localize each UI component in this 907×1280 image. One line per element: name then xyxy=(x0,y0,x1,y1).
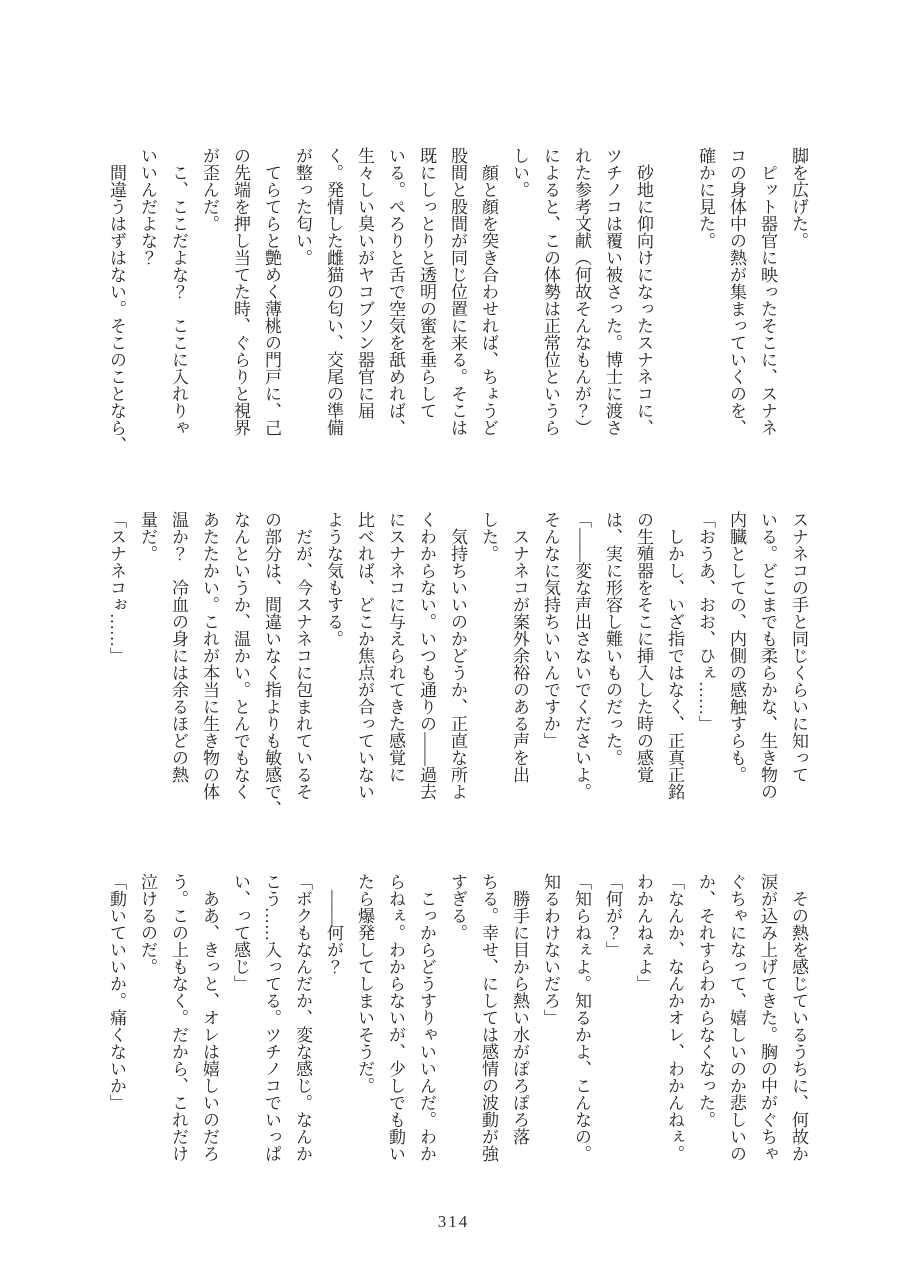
text-column: 「動いていいか。痛くないか」 xyxy=(107,873,126,1111)
text-column: い、って感じ」 xyxy=(231,873,250,992)
text-column: だが、今スナネコに包まれているそ xyxy=(293,511,312,800)
text-column: 泣けるのだ。 xyxy=(138,873,157,975)
text-column: 既にしっとりと透明の蜜を垂らして xyxy=(417,147,436,419)
text-column: その熱を感じているうちに、何故か xyxy=(789,873,808,1162)
text-column: いいんだよな？ xyxy=(138,147,157,266)
text-column xyxy=(659,147,690,469)
text-column: 間違うはずはない。そこのことなら、 xyxy=(107,147,126,453)
text-column: こ、ここだよな？ ここに入れりゃ xyxy=(169,147,188,436)
text-column: した。 xyxy=(479,511,498,562)
text-column: ――何が？ xyxy=(324,873,343,975)
text-column: 顔と顔を突き合わせれば、ちょうど xyxy=(479,147,498,436)
text-column: 生々しい臭いがヤコブソン器官に届 xyxy=(355,147,374,419)
text-column: が歪んだ。 xyxy=(200,147,219,232)
text-column: いる。ぺろりと舌で空気を舐めれば、 xyxy=(386,147,405,436)
text-column: すぎる。 xyxy=(448,873,467,941)
text-column: によると、この体勢は正常位というら xyxy=(541,147,560,436)
text-column: の先端を押し当てた時、ぐらりと視界 xyxy=(231,147,250,436)
text-column: らねぇ。わからないが、少しでも動い xyxy=(386,873,405,1162)
text-column: こう……入ってる。ツチノコでいっぱ xyxy=(262,873,281,1162)
text-column: く。発情した雌猫の匂い、交尾の準備 xyxy=(324,147,343,436)
text-column: コの身体中の熱が集まっていくのを、 xyxy=(727,147,746,436)
text-column: 量だ。 xyxy=(138,511,157,562)
text-column: 確かに見た。 xyxy=(696,147,715,249)
text-column: にスナネコに与えられてきた感覚に xyxy=(386,511,405,783)
text-column: 内臓としての、内側の感触すらも。 xyxy=(727,511,746,783)
text-column: 「スナネコぉ……」 xyxy=(107,511,126,664)
text-column: 比べれば、どこか焦点が合っていない xyxy=(355,511,374,800)
text-column: ああ、きっと、オレは嬉しいのだろ xyxy=(200,873,219,1162)
text-column: スナネコが案外余裕のある声を出 xyxy=(510,511,529,783)
text-column: 温か？ 冷血の身には余るほどの熱 xyxy=(169,511,188,783)
text-column: 勝手に目から熱い水がぽろぽろ落 xyxy=(510,873,529,1145)
text-column: いる。どこまでも柔らかな、生き物の xyxy=(758,511,777,800)
text-column: 「何が？」 xyxy=(603,873,622,958)
text-column: ような気もする。 xyxy=(324,511,343,647)
text-section-middle xyxy=(101,511,814,833)
text-column: う。この上もなく。だから、これだけ xyxy=(169,873,188,1162)
text-column: 「――変な声出さないでくださいよ。 xyxy=(572,511,591,800)
text-column: 「なんか、なんかオレ、わかんねぇ。 xyxy=(665,873,684,1162)
text-column: の生殖器をそこに挿入した時の感覚 xyxy=(634,511,653,783)
text-column: 股間と股間が同じ位置に来る。そこは xyxy=(448,147,467,436)
text-column: 「知らねぇよ。知るかよ、こんなの。 xyxy=(572,873,591,1162)
text-column: ちる。幸せ、にしては感情の波動が強 xyxy=(479,873,498,1162)
text-column: 気持ちいいのかどうか、正直な所よ xyxy=(448,511,467,800)
text-column: あたたかい。これが本当に生き物の体 xyxy=(200,511,219,800)
text-column: くわからない。いつも通りの――過去 xyxy=(417,511,436,800)
text-column: そんなに気持ちいいんですか」 xyxy=(541,511,560,749)
text-section-bottom xyxy=(101,873,814,1195)
text-column: たら爆発してしまいそうだ。 xyxy=(355,873,374,1094)
text-column: わかんねぇよ」 xyxy=(634,873,653,992)
text-column: 知るわけないだろ」 xyxy=(541,873,560,1026)
text-section-top xyxy=(101,147,814,469)
text-column: れた参考文献（何故そんなもんが？） xyxy=(572,147,591,436)
text-column: こっからどうすりゃいいんだ。わか xyxy=(417,873,436,1162)
text-column: ピット器官に映ったそこに、スナネ xyxy=(758,147,777,436)
page-number: 314 xyxy=(437,1212,470,1231)
text-column: 「おうあ、おお、ひぇ……」 xyxy=(696,511,715,732)
text-column: スナネコの手と同じくらいに知って xyxy=(789,511,808,783)
text-column: は、実に形容し難いものだった。 xyxy=(603,511,622,766)
text-column: ぐちゃになって、嬉しいのか悲しいの xyxy=(727,873,746,1162)
text-column: 涙が込み上げてきた。胸の中がぐちゃ xyxy=(758,873,777,1162)
text-column: ツチノコは覆い被さった。博士に渡さ xyxy=(603,147,622,436)
text-column: なんというか、温かい。とんでもなく xyxy=(231,511,250,800)
text-column: 砂地に仰向けになったスナネコに、 xyxy=(634,147,653,436)
text-column: しい。 xyxy=(510,147,529,198)
text-column: か、それすらわからなくなった。 xyxy=(696,873,715,1128)
text-column: てらてらと艶めく薄桃の門戸に、己 xyxy=(262,147,281,436)
text-column: の部分は、間違いなく指よりも敏感で、 xyxy=(262,511,281,817)
text-column: 脚を広げた。 xyxy=(789,147,808,249)
text-column: しかし、いざ指ではなく、正真正銘 xyxy=(665,511,684,800)
text-column: 「ボクもなんだか、変な感じ。なんか xyxy=(293,873,312,1162)
text-column: が整った匂い。 xyxy=(293,147,312,266)
